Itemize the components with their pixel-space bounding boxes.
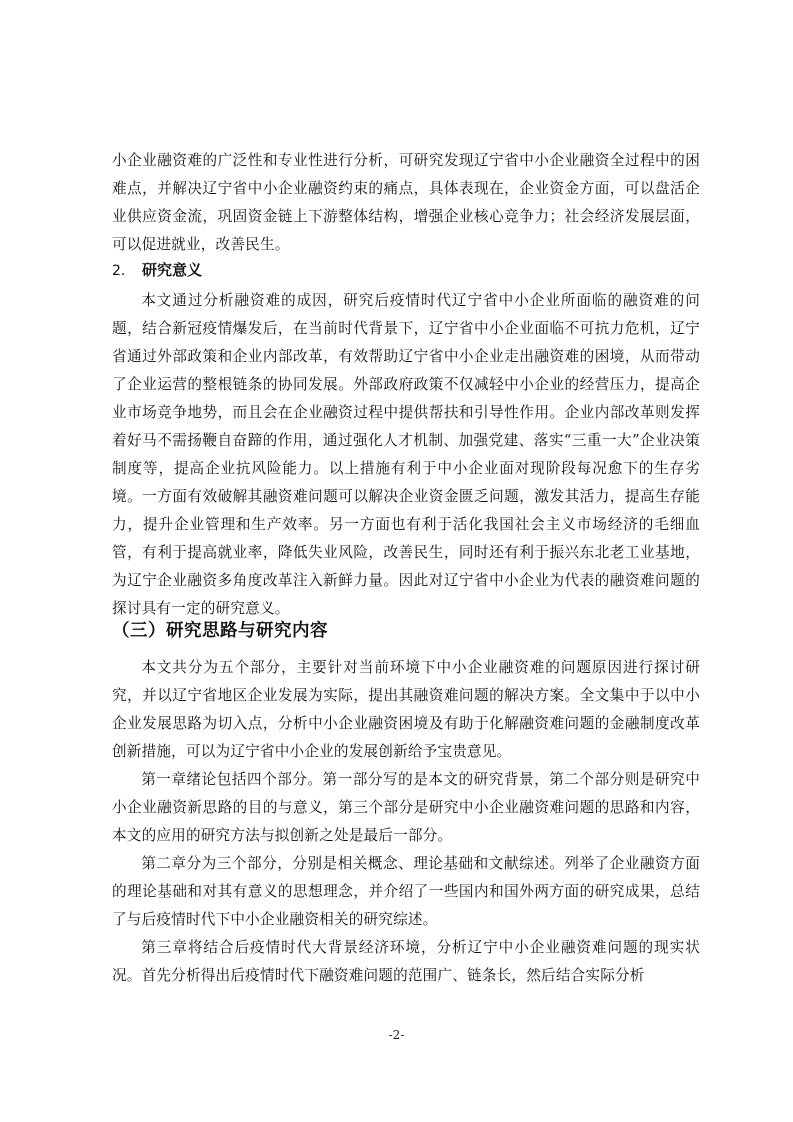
paragraph: 本文共分为五个部分，主要针对当前环境下中小企业融资难的问题原因进行探讨研究，并以辽宁省地区企业发展为实际，提出其融资难问题的解决方案。全文集中于以中小企业发展思路为切入点，分析中小企业融资困境及有助于化解融资难问题的金融制度改革创新措施，可以为辽宁省中小企业的发展创新给予宝贵意见。 <box>112 659 700 760</box>
paragraph-block-2 <box>112 287 700 623</box>
paragraph: 第三章将结合后疫情时代大背景经济环境，分析辽宁中小企业融资难问题的现实状况。首先分析得出后疫情时代下融资难问题的范围广、链条长，然后结合实际分析 <box>112 939 700 984</box>
paragraph: 小企业融资难的广泛性和专业性进行分析，可研究发现辽宁省中小企业融资全过程中的困难点，并解决辽宁省中小企业融资约束的痛点，具体表现在，企业资金方面，可以盘活企业供应资金流，巩固资金链上下游整体结构，增强企业核心竞争力；社会经济发展层面，可以促进就业，改善民生。 <box>112 152 700 253</box>
section-number: 2. <box>112 263 126 279</box>
section-heading-research-significance <box>112 256 202 285</box>
paragraph: 第一章绪论包括四个部分。第一部分写的是本文的研究背景，第二个部分则是研究中小企业融资新思路的目的与意义，第三个部分是研究中小企业融资难问题的思路和内容，本文的应用的研究方法与拟创新之处是最后一部分。 <box>112 771 700 844</box>
paragraph: 本文通过分析融资难的成因，研究后疫情时代辽宁省中小企业所面临的融资难的问题，结合新冠疫情爆发后，在当前时代背景下，辽宁省中小企业面临不可抗力危机，辽宁省通过外部政策和企业内部改革，有效帮助辽宁省中小企业走出融资难的困境，从而带动了企业运营的整根链条的协同发展。外部政府政策不仅减轻中小企业的经营压力，提高企业市场竞争地势，而且会在企业融资过程中提供帮扶和引导性作用。企业内部改革则发挥着好马不需扬鞭自奋蹄的作用，通过强化人才机制、加强党建、落实“三重一大”企业决策制度等，提高企业抗风险能力。以上措施有利于中小企业面对现阶段每况愈下的生存劣境。一方面有效破解其融资难问题可以解决企业资金匮乏问题，激发其活力，提高生存能力，提升企业管理和生产效率。另一方面也有利于活化我国社会主义市场经济的毛细血管，有利于提高就业率，降低失业风险，改善民生，同时还有利于振兴东北老工业基地，为辽宁企业融资多角度改革注入新鲜力量。因此对辽宁省中小企业为代表的融资难问题的探讨具有一定的研究意义。 <box>112 292 700 617</box>
paragraph: 第二章分为三个部分，分别是相关概念、理论基础和文献综述。列举了企业融资方面的理论基础和对其有意义的思想理念，并介绍了一些国内和国外两方面的研究成果，总结了与后疫情时代下中小企业融资相关的研究综述。 <box>112 855 700 928</box>
paragraph-block-1 <box>112 147 700 259</box>
paragraph-block-3 <box>112 654 700 990</box>
page-number: -2- <box>388 1028 405 1042</box>
section-title: 研究意义 <box>142 261 203 279</box>
chapter-heading-research-approach: （三）研究思路与研究内容 <box>112 621 328 641</box>
